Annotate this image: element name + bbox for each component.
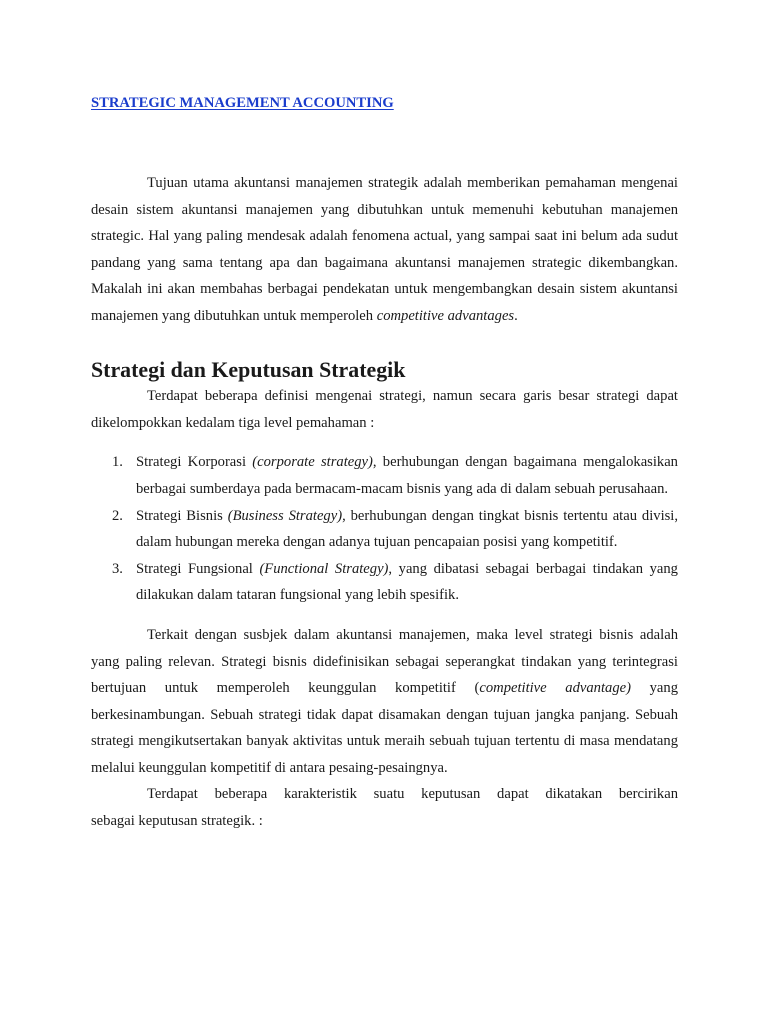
document-title: STRATEGIC MANAGEMENT ACCOUNTING [91, 95, 394, 111]
list-item-desc: , berhubungan dengan bagaimana mengalokasikan berbagai sumberdaya pada bermacam-macam bisnis yang ada di dalam sebuah perusahaan. [136, 454, 678, 497]
business-strategy-paragraph [91, 622, 678, 782]
section-lead-paragraph: Terdapat beberapa definisi mengenai strategi, namun secara garis besar strategi dapat dikelompokkan kedalam tiga level pemahaman : [91, 388, 678, 431]
list-item-number: 1. [112, 454, 123, 471]
list-item-name: Strategi Korporasi [136, 454, 253, 471]
strategy-levels-list [91, 449, 678, 609]
list-item [91, 556, 678, 609]
characteristics-paragraph-line2: sebagai keputusan strategik. : [91, 813, 263, 830]
list-item-term: (Functional Strategy) [259, 560, 389, 577]
list-item-number: 2. [112, 507, 123, 524]
list-item [91, 503, 678, 556]
business-text-before: Terkait dengan susbjek dalam akuntansi manajemen, maka level strategi bisnis adalah yang paling relevan. Strategi bisnis didefinisikan sebagai seperangkat tindakan yang terintegrasi bertujuan untuk memperoleh keunggulan kompetitif ( [91, 626, 678, 697]
intro-paragraph [91, 170, 678, 330]
list-item-number: 3. [112, 560, 123, 577]
section-heading: Strategi dan Keputusan Strategik [91, 356, 406, 382]
list-item-term: (corporate strategy) [252, 454, 373, 471]
business-italic-term: competitive advantage) [479, 680, 631, 697]
list-item-desc: , yang dibatasi sebagai berbagai tindakan yang dilakukan dalam tataran fungsional yang lebih spesifik. [136, 560, 678, 604]
business-text-after: yang berkesinambungan. Sebuah strategi tidak dapat disamakan dengan tujuan jangka panjang. Sebuah strategi mengikutsertakan banyak aktivitas untuk meraih sebuah tujuan tertentu di masa mendatang melalui keunggulan kompetitif di antara pesaing-pesaingnya. [91, 680, 678, 776]
list-item-desc: , berhubungan dengan tingkat bisnis tertentu atau divisi, dalam hubungan mereka dengan adanya tujuan pencapaian posisi yang kompetitif. [136, 507, 679, 551]
list-item-name: Strategi Bisnis [136, 507, 228, 524]
list-item-term: (Business Strategy) [227, 507, 343, 524]
document-page [91, 90, 678, 835]
intro-text: Tujuan utama akuntansi manajemen strategik adalah memberikan pemahaman mengenai desain sistem akuntansi manajemen yang dibutuhkan untuk memenuhi kebutuhan manajemen strategic. Hal yang paling mendesak adalah fenomena actual, yang sampai saat ini belum ada sudut pandang yang sama tentang apa dan bagaimana akuntansi manajemen strategic dikembangkan. Makalah ini akan membahas berbagai pendekatan untuk mengembangkan desain sistem akuntansi manajemen yang dibutuhkan untuk memperoleh [91, 175, 678, 324]
characteristics-paragraph-line1: Terdapat beberapa karakteristik suatu keputusan dapat dikatakan bercirikan [147, 786, 678, 803]
list-item [91, 449, 678, 502]
intro-italic-term: competitive advantages [376, 307, 515, 324]
intro-end: . [514, 307, 518, 324]
list-item-name: Strategi Fungsional [136, 560, 260, 577]
